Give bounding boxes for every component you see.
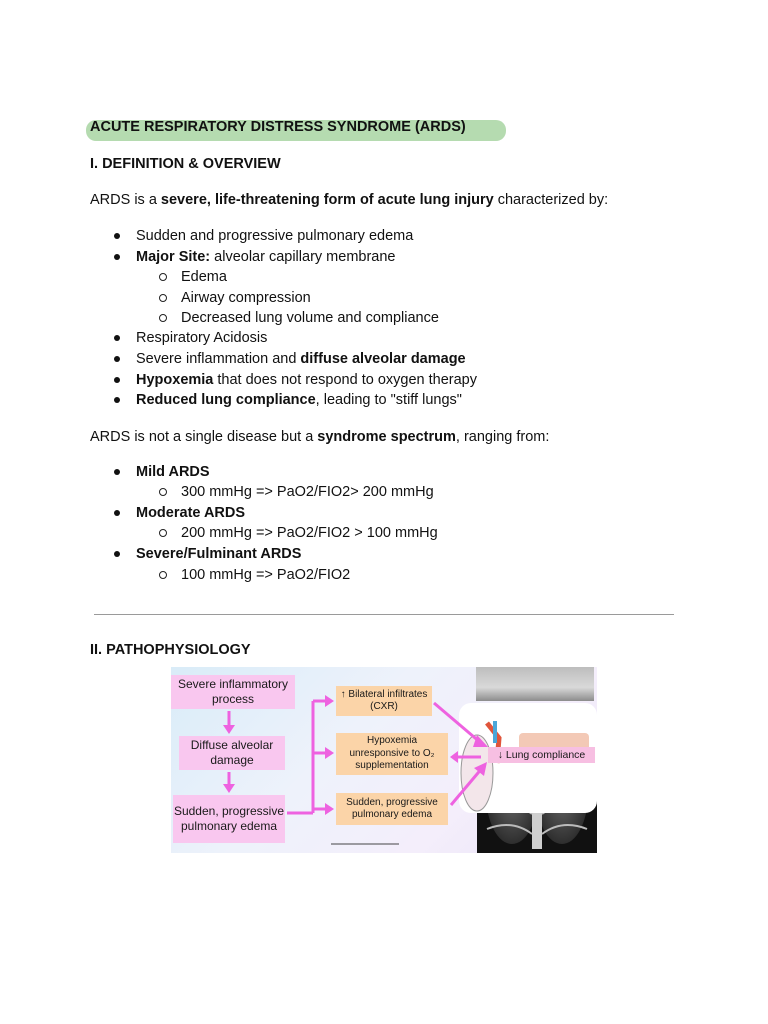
sub-bullet-circle bbox=[159, 529, 167, 537]
severity-mild bbox=[136, 463, 210, 481]
sub-bullet-circle bbox=[159, 571, 167, 579]
section-divider bbox=[94, 614, 674, 615]
box-hypoxemia: Hypoxemia unresponsive to O₂ supplementation bbox=[336, 733, 448, 775]
list-item-bold: Major Site: bbox=[136, 249, 211, 265]
list-item bbox=[136, 371, 477, 389]
sub-bullet-circle bbox=[159, 488, 167, 496]
bullet-dot bbox=[114, 356, 120, 362]
bullet-dot bbox=[114, 551, 120, 557]
spectrum-text-end: , ranging from: bbox=[455, 429, 550, 445]
box-inflammatory-process: Severe inflammatory process bbox=[171, 675, 295, 709]
list-item bbox=[136, 350, 466, 368]
bullet-dot bbox=[114, 233, 120, 239]
intro-text: ARDS is a bbox=[90, 192, 161, 208]
list-item: Respiratory Acidosis bbox=[136, 330, 268, 346]
section-heading-pathophysiology: II. PATHOPHYSIOLOGY bbox=[90, 642, 251, 658]
list-item-text: that does not respond to oxygen therapy bbox=[213, 372, 477, 388]
spectrum-bold: syndrome spectrum bbox=[317, 429, 456, 445]
bullet-dot bbox=[114, 397, 120, 403]
list-item bbox=[136, 391, 462, 409]
spectrum-text: ARDS is not a single disease but a bbox=[90, 429, 318, 445]
spectrum-paragraph bbox=[90, 428, 549, 446]
bullet-dot bbox=[114, 254, 120, 260]
sub-list-item: Decreased lung volume and compliance bbox=[181, 310, 439, 326]
list-item-bold: diffuse alveolar damage bbox=[300, 351, 466, 367]
sub-bullet-circle bbox=[159, 273, 167, 281]
box-pulmonary-edema: Sudden, progressive pulmonary edema bbox=[173, 795, 285, 843]
bullet-dot bbox=[114, 377, 120, 383]
pathophysiology-diagram bbox=[171, 667, 597, 853]
list-item-bold: Hypoxemia bbox=[136, 372, 214, 388]
intro-text-end: characterized by: bbox=[493, 192, 609, 208]
sub-bullet-circle bbox=[159, 314, 167, 322]
severity-moderate-range: 200 mmHg => PaO2/FIO2 > 100 mmHg bbox=[181, 525, 438, 541]
list-item-text: Severe inflammation and bbox=[136, 351, 301, 367]
box-bilateral-infiltrates: ↑ Bilateral infiltrates (CXR) bbox=[336, 686, 432, 716]
severity-label: Severe/Fulminant ARDS bbox=[136, 546, 302, 562]
diagram-arrows bbox=[171, 667, 597, 853]
bullet-dot bbox=[114, 510, 120, 516]
box-diffuse-alveolar-damage: Diffuse alveolar damage bbox=[179, 736, 285, 770]
severity-label: Moderate ARDS bbox=[136, 505, 246, 521]
bullet-dot bbox=[114, 335, 120, 341]
severity-label: Mild ARDS bbox=[136, 464, 210, 480]
severity-severe bbox=[136, 545, 301, 563]
severity-severe-range: 100 mmHg => PaO2/FIO2 bbox=[181, 567, 351, 583]
sub-list-item: Edema bbox=[181, 269, 227, 285]
intro-bold: severe, life-threatening form of acute lung injury bbox=[160, 192, 494, 208]
list-item bbox=[136, 248, 395, 266]
intro-paragraph bbox=[90, 191, 608, 209]
document-title: ACUTE RESPIRATORY DISTRESS SYNDROME (ARDS) bbox=[90, 119, 466, 135]
list-item: Sudden and progressive pulmonary edema bbox=[136, 228, 414, 244]
section-heading-definition: I. DEFINITION & OVERVIEW bbox=[90, 156, 281, 172]
bullet-dot bbox=[114, 469, 120, 475]
box-progressive-edema: Sudden, progressive pulmonary edema bbox=[336, 793, 448, 825]
sub-bullet-circle bbox=[159, 294, 167, 302]
list-item-text: alveolar capillary membrane bbox=[210, 249, 396, 265]
list-item-bold: Reduced lung compliance bbox=[136, 392, 316, 408]
severity-mild-range: 300 mmHg => PaO2/FIO2> 200 mmHg bbox=[181, 484, 434, 500]
sub-list-item: Airway compression bbox=[181, 290, 311, 306]
severity-moderate bbox=[136, 504, 245, 522]
box-lung-compliance: ↓ Lung compliance bbox=[488, 747, 595, 763]
list-item-text: , leading to "stiff lungs" bbox=[315, 392, 462, 408]
